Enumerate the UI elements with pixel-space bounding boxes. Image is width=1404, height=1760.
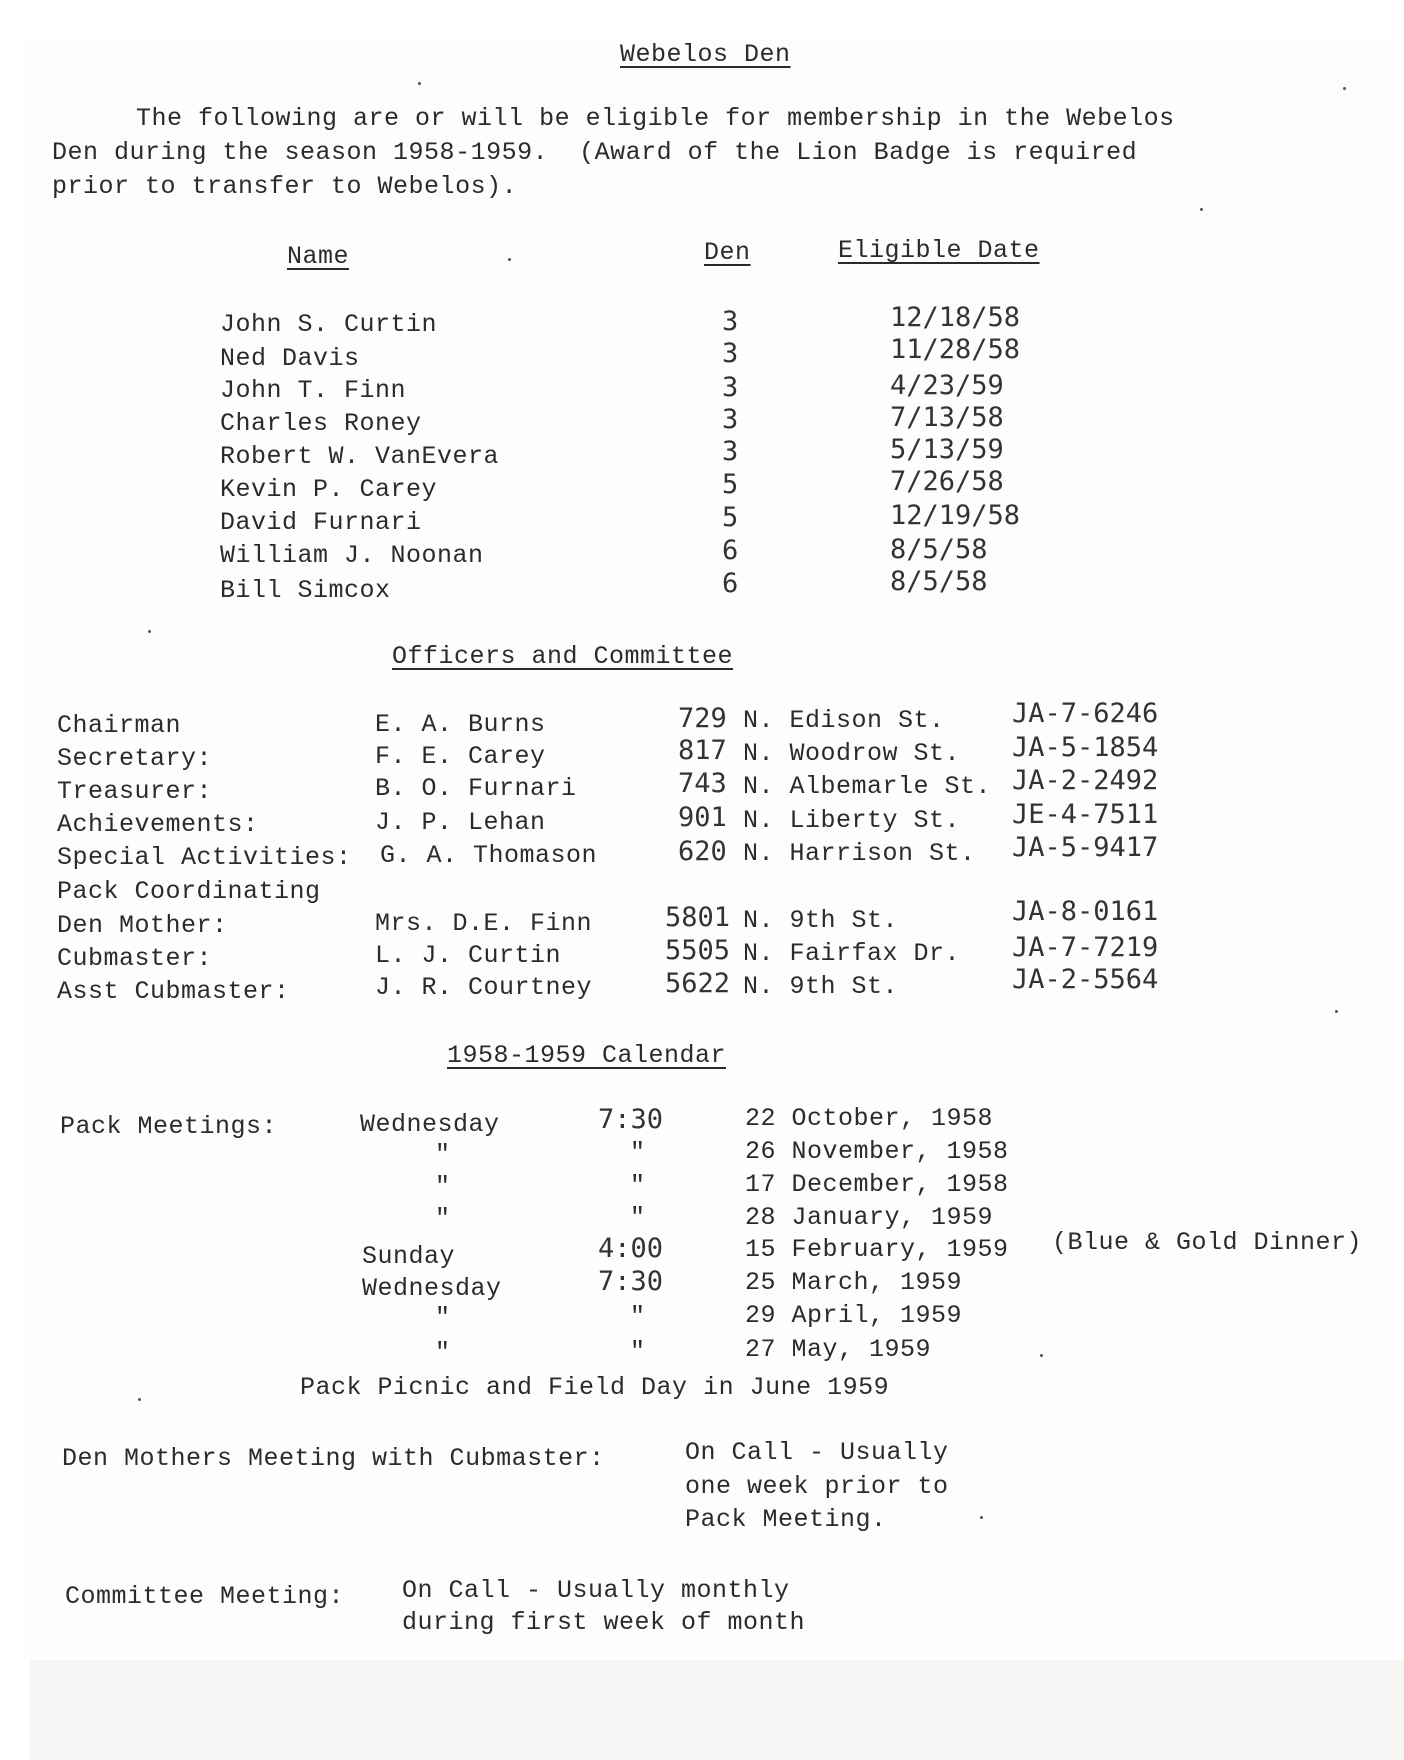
officer-phone: JA-5-1854 [1012, 732, 1159, 763]
meeting-note: (Blue & Gold Dinner) [1052, 1228, 1363, 1257]
meeting-day: Sunday [362, 1242, 456, 1271]
eligible-den: 3 [722, 436, 739, 467]
eligible-den: 5 [722, 469, 739, 500]
officer-street-number: 901 [678, 802, 727, 833]
officer-role: Treasurer: [57, 777, 213, 806]
meeting-time: 4:00 [598, 1233, 664, 1264]
officer-street-number: 817 [678, 735, 727, 766]
meeting-time: " [630, 1203, 646, 1232]
meeting-time: 7:30 [598, 1104, 664, 1135]
officer-phone: JE-4-7511 [1012, 799, 1159, 830]
scan-speck [1343, 87, 1346, 90]
officer-street: N. Edison St. [743, 706, 945, 735]
meeting-date: 26 November, 1958 [745, 1137, 1009, 1166]
intro-line-2: Den during the season 1958-1959. (Award of the Lion Badge is required [52, 138, 1138, 167]
officer-street: N. Harrison St. [743, 839, 976, 868]
den-mothers-meeting-label: Den Mothers Meeting with Cubmaster: [62, 1444, 605, 1473]
officer-street: N. 9th St. [743, 906, 899, 935]
eligible-den: 6 [722, 568, 739, 599]
officer-street: N. 9th St. [743, 972, 899, 1001]
intro-line-3: prior to transfer to Webelos). [52, 172, 518, 201]
intro-line-1: The following are or will be eligible for membership in the Webelos [136, 104, 1175, 133]
eligible-name: Robert W. VanEvera [220, 442, 500, 471]
scan-speck [1040, 1354, 1043, 1357]
officer-role: Pack Coordinating [57, 877, 321, 906]
meeting-date: 28 January, 1959 [745, 1203, 994, 1232]
officer-street: N. Albemarle St. [743, 772, 992, 801]
eligible-den: 3 [722, 338, 739, 369]
header-eligible-date: Eligible Date [838, 236, 1040, 265]
pack-meetings-label: Pack Meetings: [60, 1112, 278, 1141]
eligible-date: 11/28/58 [890, 334, 1021, 365]
scan-speck [418, 82, 421, 85]
eligible-name: William J. Noonan [220, 541, 484, 570]
den-mothers-meeting-line: On Call - Usually [685, 1438, 949, 1467]
eligible-den: 3 [722, 372, 739, 403]
meeting-date: 29 April, 1959 [745, 1301, 963, 1330]
officer-phone: JA-7-7219 [1012, 932, 1159, 963]
calendar-heading: 1958-1959 Calendar [447, 1041, 727, 1070]
scan-margin [30, 1660, 1404, 1760]
eligible-name: Bill Simcox [220, 576, 391, 605]
eligible-name: John T. Finn [220, 376, 407, 405]
eligible-date: 5/13/59 [890, 434, 1004, 465]
header-name: Name [287, 242, 350, 271]
officer-role: Den Mother: [57, 911, 228, 940]
officer-street-number: 743 [678, 768, 727, 799]
meeting-date: 25 March, 1959 [745, 1268, 963, 1297]
officer-name: L. J. Curtin [375, 941, 562, 970]
meeting-time: " [630, 1337, 646, 1366]
meeting-day: Wednesday [362, 1274, 502, 1303]
officer-street-number: 5505 [665, 935, 731, 966]
officer-phone: JA-7-6246 [1012, 698, 1159, 729]
officer-name: F. E. Carey [375, 742, 546, 771]
officer-phone: JA-5-9417 [1012, 832, 1159, 863]
scan-speck [138, 1398, 141, 1401]
eligible-date: 4/23/59 [890, 370, 1004, 401]
eligible-name: Kevin P. Carey [220, 475, 438, 504]
meeting-day: " [435, 1140, 451, 1169]
officer-phone: JA-2-2492 [1012, 765, 1159, 796]
meeting-day: " [435, 1172, 451, 1201]
eligible-name: Ned Davis [220, 344, 360, 373]
meeting-day: " [435, 1204, 451, 1233]
officer-street: N. Woodrow St. [743, 739, 961, 768]
committee-meeting-label: Committee Meeting: [65, 1582, 345, 1611]
officer-street-number: 5622 [665, 968, 731, 999]
scan-speck [1335, 1010, 1338, 1013]
scan-speck [148, 630, 151, 633]
officer-phone: JA-2-5564 [1012, 964, 1159, 995]
header-den: Den [704, 238, 751, 267]
meeting-time: " [630, 1171, 646, 1200]
picnic-line: Pack Picnic and Field Day in June 1959 [300, 1373, 890, 1402]
scan-speck [980, 1516, 983, 1519]
officer-name: B. O. Furnari [375, 774, 577, 803]
eligible-den: 5 [722, 502, 739, 533]
meeting-day: " [435, 1303, 451, 1332]
eligible-date: 12/18/58 [890, 302, 1021, 333]
officer-role: Achievements: [57, 810, 259, 839]
meeting-time: " [630, 1302, 646, 1331]
meeting-date: 27 May, 1959 [745, 1335, 932, 1364]
officer-name: G. A. Thomason [380, 841, 598, 870]
officer-name: Mrs. D.E. Finn [375, 909, 593, 938]
eligible-date: 7/26/58 [890, 466, 1004, 497]
eligible-den: 6 [722, 535, 739, 566]
officer-name: J. P. Lehan [375, 808, 546, 837]
officer-name: J. R. Courtney [375, 973, 593, 1002]
officer-phone: JA-8-0161 [1012, 896, 1159, 927]
officer-street: N. Liberty St. [743, 806, 961, 835]
scan-speck [1200, 208, 1203, 211]
eligible-name: John S. Curtin [220, 310, 438, 339]
meeting-time: 7:30 [598, 1266, 664, 1297]
eligible-den: 3 [722, 306, 739, 337]
officer-role: Asst Cubmaster: [57, 977, 290, 1006]
officer-street: N. Fairfax Dr. [743, 939, 961, 968]
eligible-den: 3 [722, 404, 739, 435]
meeting-date: 15 February, 1959 [745, 1235, 1009, 1264]
meeting-day: Wednesday [360, 1110, 500, 1139]
officer-role: Cubmaster: [57, 944, 213, 973]
meeting-date: 17 December, 1958 [745, 1170, 1009, 1199]
meeting-time: " [630, 1138, 646, 1167]
officer-street-number: 729 [678, 703, 727, 734]
committee-meeting-line: during first week of month [402, 1608, 806, 1637]
officer-name: E. A. Burns [375, 710, 546, 739]
eligible-date: 7/13/58 [890, 402, 1004, 433]
officer-role: Chairman [57, 711, 182, 740]
den-mothers-meeting-line: Pack Meeting. [685, 1505, 887, 1534]
meeting-date: 22 October, 1958 [745, 1104, 994, 1133]
eligible-date: 8/5/58 [890, 534, 988, 565]
eligible-name: Charles Roney [220, 409, 422, 438]
officer-role: Special Activities: [57, 843, 352, 872]
officer-street-number: 620 [678, 836, 727, 867]
den-mothers-meeting-line: one week prior to [685, 1472, 949, 1501]
officer-street-number: 5801 [665, 902, 731, 933]
committee-meeting-line: On Call - Usually monthly [402, 1576, 790, 1605]
eligible-name: David Furnari [220, 508, 422, 537]
eligible-date: 12/19/58 [890, 500, 1021, 531]
officers-heading: Officers and Committee [392, 642, 734, 671]
eligible-date: 8/5/58 [890, 566, 988, 597]
scan-speck [508, 258, 511, 261]
officer-role: Secretary: [57, 744, 213, 773]
page-title: Webelos Den [620, 40, 791, 69]
meeting-day: " [435, 1338, 451, 1367]
